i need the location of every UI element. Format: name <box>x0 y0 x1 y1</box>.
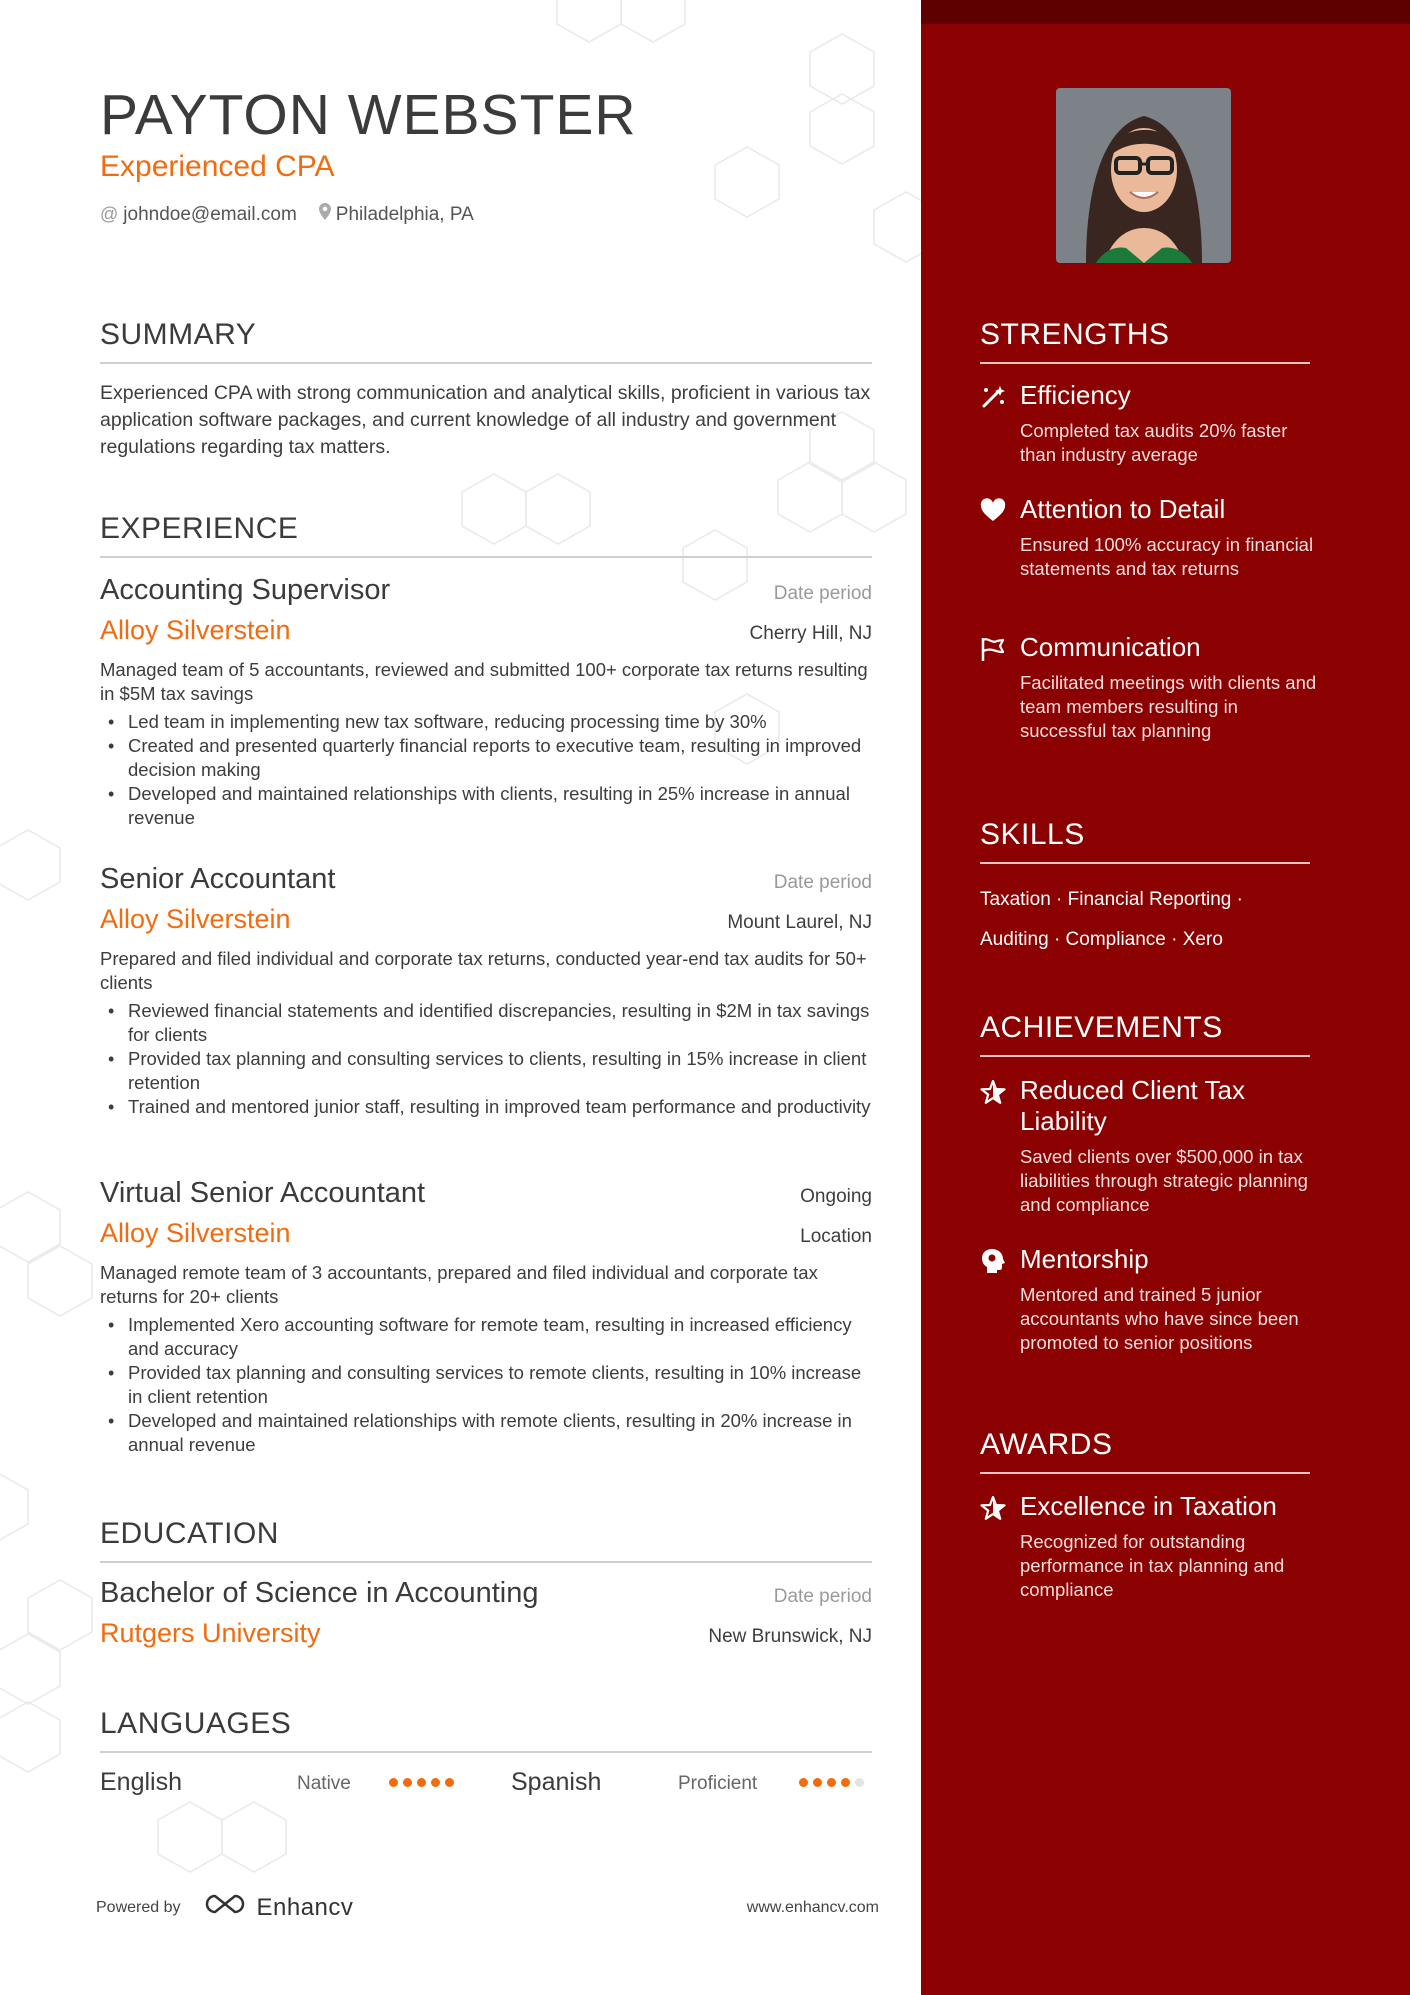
strength-title: Attention to Detail <box>1020 494 1226 524</box>
achievements-heading: ACHIEVEMENTS <box>980 1011 1310 1057</box>
achievement-description: Saved clients over $500,000 in tax liabilities through strategic planning and compliance <box>1020 1146 1308 1215</box>
job-description: Managed remote team of 3 accountants, prepared and filed individual and corporate tax returns for 20+ clients <box>100 1262 818 1307</box>
job-location: Location <box>800 1226 872 1247</box>
achievement-title: Reduced Client Tax Liability <box>1020 1075 1245 1136</box>
awards-heading: AWARDS <box>980 1428 1310 1474</box>
strength-item <box>980 494 1320 581</box>
education-date: Date period <box>773 1586 872 1607</box>
candidate-name: PAYTON WEBSTER <box>100 83 637 147</box>
heart-icon <box>980 498 1006 524</box>
job-date: Date period <box>773 872 872 893</box>
at-icon: @ <box>100 204 119 224</box>
enhancv-logo-icon <box>203 1893 249 1922</box>
head-icon <box>980 1248 1006 1274</box>
strength-title: Efficiency <box>1020 380 1131 410</box>
brand-name: Enhancv <box>256 1893 354 1921</box>
job-entry <box>100 1177 872 1457</box>
job-bullet: • Led team in implementing new tax software, reducing processing time by 30% <box>100 710 872 734</box>
sidebar-top-band <box>921 0 1410 24</box>
job-location: Mount Laurel, NJ <box>727 912 872 933</box>
rating-dot <box>389 1778 398 1787</box>
award-description: Recognized for outstanding performance in tax planning and compliance <box>1020 1531 1285 1600</box>
experience-section <box>100 512 872 558</box>
job-company: Alloy Silverstein <box>100 904 291 934</box>
job-bullet: • Provided tax planning and consulting services to remote clients, resulting in 10% increase in client retention <box>100 1361 872 1409</box>
powered-by <box>96 1893 353 1922</box>
job-company: Alloy Silverstein <box>100 1218 291 1248</box>
degree-title: Bachelor of Science in Accounting <box>100 1577 539 1609</box>
strengths-section <box>980 318 1310 364</box>
job-title: Senior Accountant <box>100 863 336 895</box>
strength-title: Communication <box>1020 632 1201 662</box>
strength-description: Facilitated meetings with clients and team members resulting in successful tax planning <box>1020 672 1317 741</box>
school-location: New Brunswick, NJ <box>708 1626 872 1647</box>
rating-dot <box>827 1778 836 1787</box>
job-bullets <box>100 1313 872 1457</box>
rating-dot <box>431 1778 440 1787</box>
email-text: johndoe@email.com <box>123 203 297 225</box>
language-rating <box>799 1778 864 1787</box>
job-bullets <box>100 999 872 1119</box>
job-bullet: • Trained and mentored junior staff, resulting in improved team performance and productivity <box>100 1095 872 1119</box>
job-bullet: • Developed and maintained relationships with clients, resulting in 25% increase in annual revenue <box>100 782 872 830</box>
strengths-heading: STRENGTHS <box>980 318 1310 364</box>
education-entry <box>100 1577 872 1649</box>
achievement-item <box>980 1075 1320 1217</box>
profile-photo <box>1056 88 1231 263</box>
rating-dot <box>799 1778 808 1787</box>
star-icon <box>980 1079 1006 1105</box>
language-level: Proficient <box>678 1773 758 1794</box>
rating-dot <box>403 1778 412 1787</box>
rating-dot <box>855 1778 864 1787</box>
job-bullet: • Reviewed financial statements and identified discrepancies, resulting in $2M in tax savings for clients <box>100 999 872 1047</box>
skills-line: Taxation · Financial Reporting · <box>980 889 1243 910</box>
achievement-description: Mentored and trained 5 junior accountants who have since been promoted to senior positions <box>1020 1284 1299 1353</box>
education-section <box>100 1517 872 1563</box>
sidebar <box>921 0 1410 1995</box>
award-title: Excellence in Taxation <box>1020 1491 1277 1521</box>
job-description: Prepared and filed individual and corporate tax returns, conducted year-end tax audits for 50+ clients <box>100 948 867 993</box>
location-text: Philadelphia, PA <box>335 203 474 225</box>
email-contact[interactable] <box>100 204 297 226</box>
footer-url[interactable]: www.enhancv.com <box>746 1898 879 1916</box>
enhancv-logo[interactable] <box>203 1893 354 1922</box>
powered-by-label: Powered by <box>96 1898 181 1916</box>
strength-item <box>980 380 1320 467</box>
summary-heading: SUMMARY <box>100 318 872 364</box>
languages-section <box>100 1707 872 1753</box>
skills-section <box>980 818 1310 864</box>
footer <box>96 1893 879 1922</box>
candidate-role: Experienced CPA <box>100 150 335 183</box>
language-rating <box>389 1778 454 1787</box>
contact-info <box>100 203 474 226</box>
skills-line: Auditing · Compliance · Xero <box>980 929 1223 950</box>
achievement-title: Mentorship <box>1020 1244 1149 1274</box>
skills-list <box>980 880 1310 960</box>
skills-heading: SKILLS <box>980 818 1310 864</box>
flag-icon <box>980 636 1006 662</box>
strength-item <box>980 632 1320 743</box>
strength-description: Completed tax audits 20% faster than industry average <box>1020 420 1288 465</box>
summary-section <box>100 318 872 461</box>
job-entry <box>100 863 872 1119</box>
job-bullet: • Implemented Xero accounting software for remote team, resulting in increased efficiency and accuracy <box>100 1313 872 1361</box>
job-title: Virtual Senior Accountant <box>100 1177 426 1209</box>
job-company: Alloy Silverstein <box>100 615 291 645</box>
job-date: Ongoing <box>800 1186 872 1207</box>
location-pin-icon <box>319 203 331 226</box>
achievements-section <box>980 1011 1310 1057</box>
experience-heading: EXPERIENCE <box>100 512 872 558</box>
job-location: Cherry Hill, NJ <box>749 623 872 644</box>
awards-section <box>980 1428 1310 1474</box>
job-bullet: • Created and presented quarterly financial reports to executive team, resulting in improved decision making <box>100 734 872 782</box>
summary-text: Experienced CPA with strong communication and analytical skills, proficient in various tax application software packages, and current knowledge of all industry and government regulations regarding tax matters. <box>100 382 871 458</box>
language-name: Spanish <box>511 1768 602 1796</box>
job-description: Managed team of 5 accountants, reviewed and submitted 100+ corporate tax returns resulting in $5M tax savings <box>100 659 868 704</box>
location-contact <box>319 203 474 226</box>
rating-dot <box>841 1778 850 1787</box>
strength-description: Ensured 100% accuracy in financial statements and tax returns <box>1020 534 1314 579</box>
job-bullet: • Provided tax planning and consulting services to clients, resulting in 15% increase in client retention <box>100 1047 872 1095</box>
achievement-item <box>980 1244 1320 1355</box>
job-title: Accounting Supervisor <box>100 574 391 606</box>
job-bullet: • Developed and maintained relationships with remote clients, resulting in 20% increase in annual revenue <box>100 1409 872 1457</box>
job-bullets <box>100 710 872 830</box>
wand-icon <box>980 384 1006 410</box>
job-entry <box>100 574 872 830</box>
award-item <box>980 1491 1320 1602</box>
languages-heading: LANGUAGES <box>100 1707 872 1753</box>
star-icon <box>980 1495 1006 1521</box>
language-name: English <box>100 1768 182 1796</box>
rating-dot <box>417 1778 426 1787</box>
rating-dot <box>445 1778 454 1787</box>
rating-dot <box>813 1778 822 1787</box>
languages-list <box>100 1768 872 1798</box>
job-date: Date period <box>773 583 872 604</box>
education-heading: EDUCATION <box>100 1517 872 1563</box>
school-name: Rutgers University <box>100 1618 321 1648</box>
language-level: Native <box>297 1773 351 1794</box>
